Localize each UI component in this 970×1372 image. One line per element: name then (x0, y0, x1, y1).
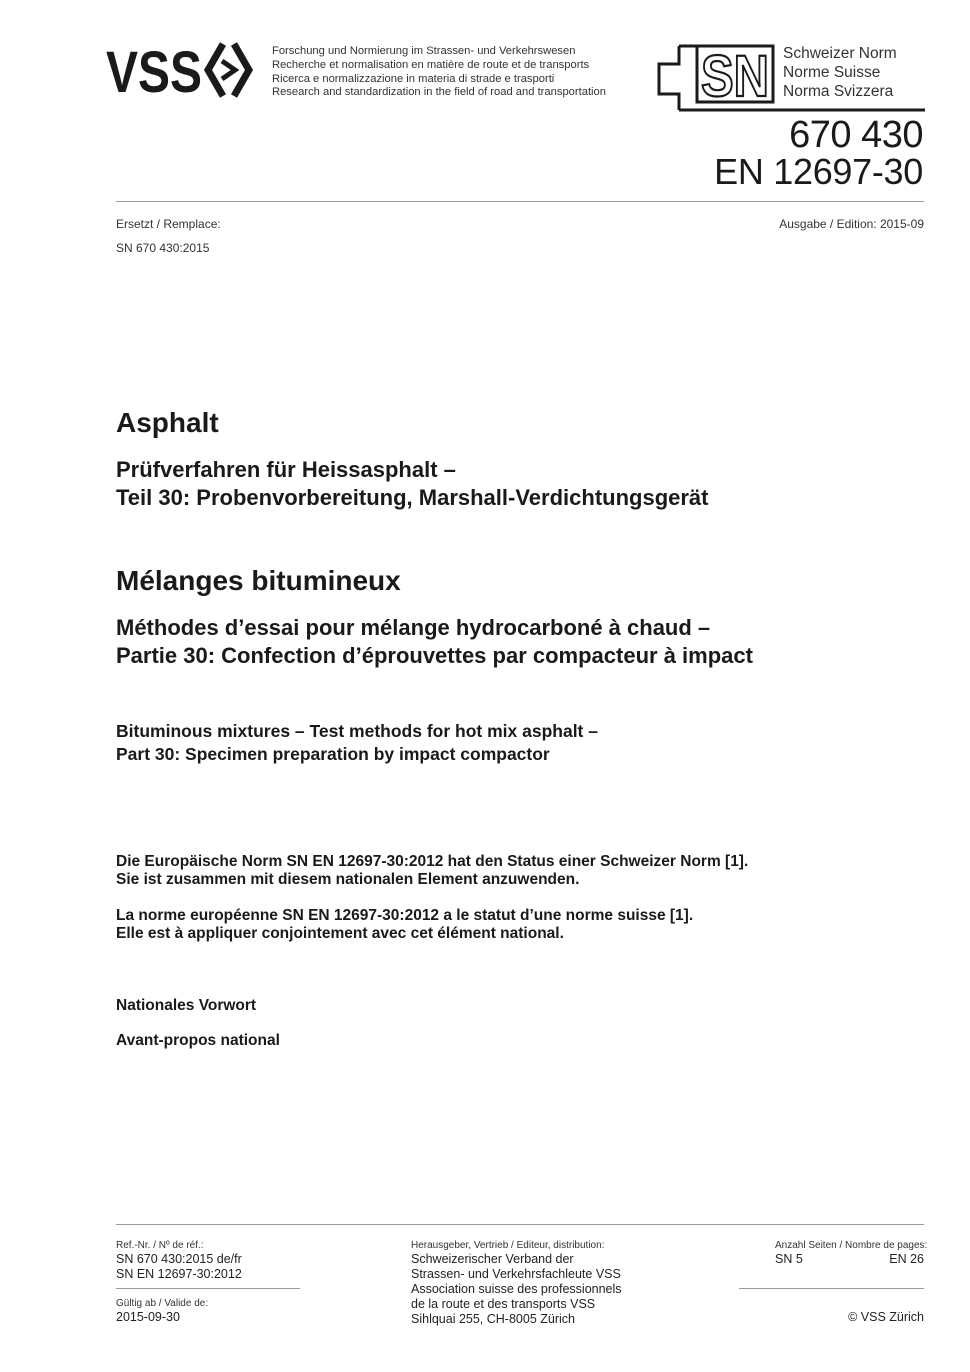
ref-value-1: SN 670 430:2015 de/fr (116, 1252, 242, 1266)
copyright: © VSS Zürich (848, 1310, 924, 1324)
foreword-fr-heading: Avant-propos national (116, 1032, 280, 1049)
sn-name-de: Schweizer Norm (783, 45, 897, 62)
tagline-en: Research and standardization in the field of road and transportation (272, 86, 606, 99)
tagline-fr: Recherche et normalisation en matière de route et de transports (272, 58, 590, 71)
subtitle-fr-1: Méthodes d’essai pour mélange hydrocarboné à chaud – (116, 615, 711, 640)
en-number: EN 12697-30 (714, 151, 923, 192)
subtitle-en-2: Part 30: Specimen preparation by impact compactor (116, 744, 550, 764)
status-de-2: Sie ist zusammen mit diesem nationalen Element anzuwenden. (116, 871, 580, 888)
footer-left-divider (116, 1288, 300, 1289)
footer-right-divider (739, 1288, 924, 1289)
valid-value: 2015-09-30 (116, 1310, 180, 1324)
replaces-label: Ersetzt / Remplace: (116, 217, 221, 231)
status-fr-1: La norme européenne SN EN 12697-30:2012 a le statut d’une norme suisse [1]. (116, 907, 694, 924)
sn-logo-text: SN (701, 44, 769, 109)
vss-logo-text: VSS (106, 40, 202, 102)
foreword-de-heading: Nationales Vorwort (116, 997, 257, 1014)
header-divider (116, 201, 924, 202)
pages-sn: SN 5 (775, 1252, 803, 1266)
tagline-it: Ricerca e normalizzazione in materia di strade e trasporti (272, 72, 555, 85)
pages-en: EN 26 (889, 1252, 924, 1266)
valid-label: Gültig ab / Valide de: (116, 1298, 209, 1309)
ref-label: Ref.-Nr. / Nº de réf.: (116, 1240, 204, 1251)
subtitle-fr-2: Partie 30: Confection d’éprouvettes par compacteur à impact (116, 643, 753, 668)
replaces-value: SN 670 430:2015 (116, 241, 210, 255)
publisher-line: Sihlquai 255, CH-8005 Zürich (411, 1312, 575, 1326)
ref-value-2: SN EN 12697-30:2012 (116, 1267, 242, 1281)
subtitle-en-1: Bituminous mixtures – Test methods for hot mix asphalt – (116, 721, 598, 741)
publisher-line: Strassen- und Verkehrsfachleute VSS (411, 1267, 621, 1281)
publisher-label: Herausgeber, Vertrieb / Editeur, distribution: (411, 1240, 605, 1251)
title-fr: Mélanges bitumineux (116, 565, 401, 596)
title-de: Asphalt (116, 407, 219, 438)
publisher-line: Schweizerischer Verband der (411, 1252, 574, 1266)
sn-name-it: Norma Svizzera (783, 83, 894, 100)
tagline-de: Forschung und Normierung im Strassen- und Verkehrswesen (272, 45, 576, 57)
vss-logo (106, 40, 266, 102)
publisher-address (411, 1252, 622, 1327)
subtitle-de-2: Teil 30: Probenvorbereitung, Marshall-Verdichtungsgerät (116, 485, 709, 510)
publisher-line: Association suisse des professionnels (411, 1282, 622, 1296)
sn-name-fr: Norme Suisse (783, 64, 881, 81)
status-fr-2: Elle est à appliquer conjointement avec cet élément national. (116, 925, 564, 942)
norm-number: 670 430 (789, 114, 923, 156)
status-de-1: Die Europäische Norm SN EN 12697-30:2012 hat den Status einer Schweizer Norm [1]. (116, 853, 749, 870)
sn-norm-names (783, 44, 897, 101)
vss-tagline (272, 45, 606, 100)
footer-divider (116, 1224, 924, 1225)
edition: Ausgabe / Edition: 2015-09 (779, 217, 924, 231)
pages-label: Anzahl Seiten / Nombre de pages: (775, 1240, 928, 1251)
publisher-line: de la route et des transports VSS (411, 1297, 596, 1311)
subtitle-de-1: Prüfverfahren für Heissasphalt – (116, 457, 456, 482)
